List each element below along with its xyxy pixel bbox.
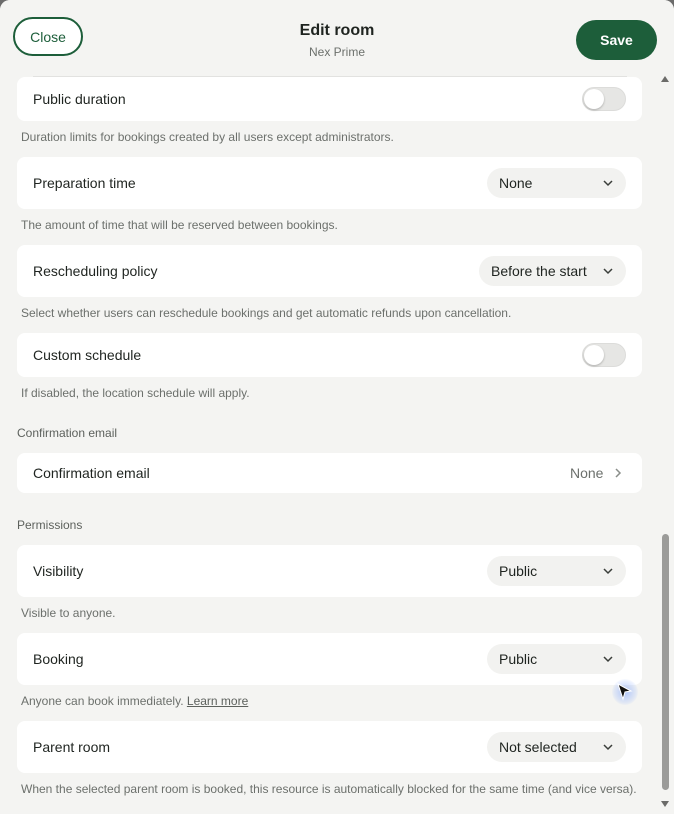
chevron-right-icon — [613, 467, 623, 479]
preparation-time-helper: The amount of time that will be reserved between bookings. — [21, 218, 338, 232]
chevron-down-icon — [602, 265, 614, 277]
preparation-time-label: Preparation time — [33, 175, 136, 191]
rescheduling-policy-label: Rescheduling policy — [33, 263, 158, 279]
chevron-down-icon — [602, 741, 614, 753]
confirmation-email-value: None — [570, 465, 604, 481]
visibility-helper: Visible to anyone. — [21, 606, 116, 620]
mouse-cursor-icon — [612, 679, 638, 705]
chevron-down-icon — [602, 565, 614, 577]
close-button[interactable]: Close — [13, 17, 83, 56]
rescheduling-policy-row — [17, 245, 642, 297]
page-title: Edit room — [299, 22, 375, 39]
public-duration-helper: Duration limits for bookings created by all users except administrators. — [21, 130, 394, 144]
booking-value: Public — [499, 651, 538, 667]
page-subtitle: Nex Prime — [308, 45, 365, 59]
toggle-knob — [584, 89, 604, 109]
booking-label: Booking — [33, 651, 84, 667]
chevron-down-icon — [602, 653, 614, 665]
parent-room-row — [17, 721, 642, 773]
chevron-down-icon — [602, 177, 614, 189]
scroll-down-arrow-icon[interactable] — [661, 801, 669, 807]
confirmation-email-heading: Confirmation email — [17, 426, 118, 440]
visibility-row — [17, 545, 642, 597]
custom-schedule-label: Custom schedule — [33, 347, 142, 363]
learn-more-link[interactable]: Learn more — [186, 694, 249, 708]
visibility-select[interactable] — [487, 556, 626, 586]
custom-schedule-row — [17, 333, 642, 377]
preparation-time-row — [17, 157, 642, 209]
booking-row — [17, 633, 642, 685]
preparation-time-select[interactable] — [487, 168, 626, 198]
dialog-header — [0, 0, 674, 76]
cursor-arrow-icon — [617, 683, 633, 701]
visibility-value: Public — [499, 563, 538, 579]
parent-room-value: Not selected — [499, 739, 577, 755]
public-duration-row — [17, 77, 642, 121]
save-button[interactable]: Save — [576, 20, 657, 60]
parent-room-helper: When the selected parent room is booked, this resource is automatically blocked for the same time (and vice versa). — [21, 782, 637, 796]
booking-helper — [21, 693, 646, 709]
parent-room-select[interactable] — [487, 732, 626, 762]
public-duration-toggle[interactable] — [582, 87, 626, 111]
toggle-knob — [584, 345, 604, 365]
rescheduling-policy-helper: Select whether users can reschedule bookings and get automatic refunds upon cancellation. — [21, 306, 512, 320]
custom-schedule-helper: If disabled, the location schedule will apply. — [21, 386, 250, 400]
custom-schedule-toggle[interactable] — [582, 343, 626, 367]
parent-room-label: Parent room — [33, 739, 111, 755]
preparation-time-value: None — [499, 175, 533, 191]
rescheduling-policy-value: Before the start — [491, 263, 587, 279]
booking-select[interactable] — [487, 644, 626, 674]
public-duration-label: Public duration — [33, 91, 126, 107]
scrollbar-thumb[interactable] — [662, 534, 669, 790]
scrollbar[interactable] — [658, 76, 674, 814]
booking-helper-text: Anyone can book immediately. — [21, 694, 184, 708]
confirmation-email-label: Confirmation email — [33, 465, 150, 481]
confirmation-email-row[interactable] — [17, 453, 642, 493]
permissions-heading: Permissions — [17, 518, 83, 532]
rescheduling-policy-select[interactable] — [479, 256, 626, 286]
scroll-up-arrow-icon[interactable] — [661, 76, 669, 82]
visibility-label: Visibility — [33, 563, 84, 579]
